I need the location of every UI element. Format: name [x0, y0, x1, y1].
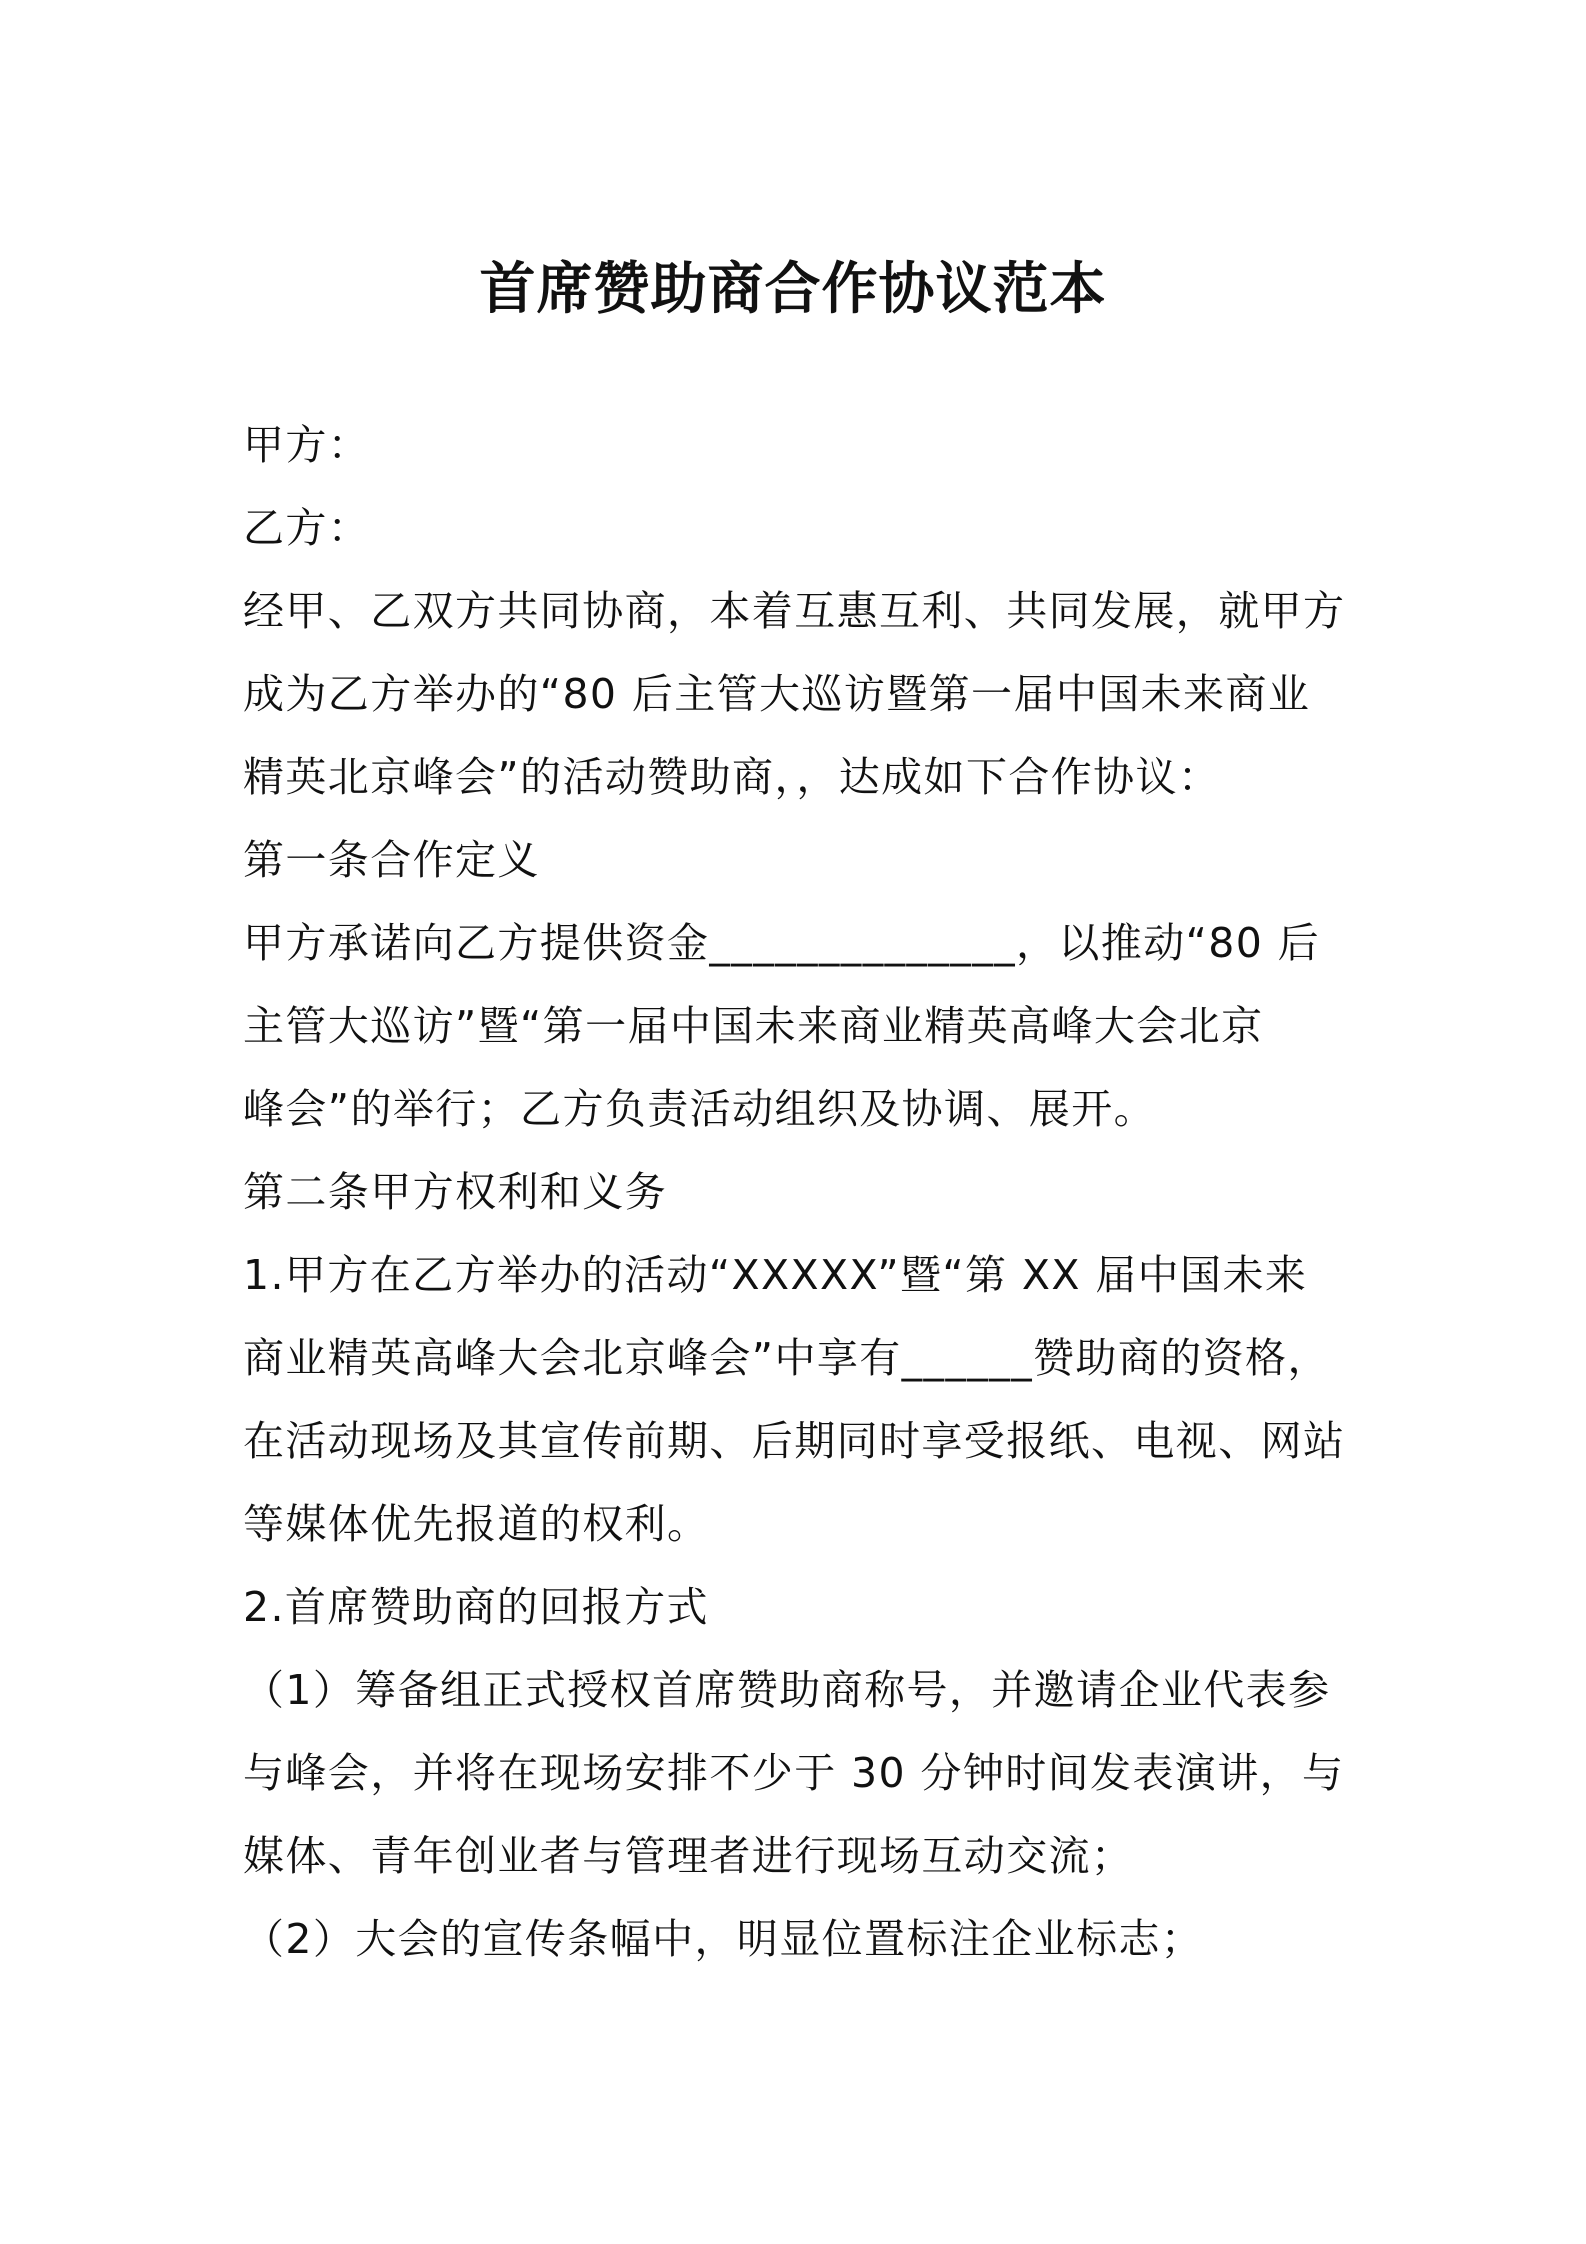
party-a-line: 甲方：	[243, 421, 371, 469]
article-2-line: 1.甲方在乙方举办的活动“XXXXX”暨“第 XX 届中国未来	[243, 1251, 1308, 1299]
article-1-line: 主管大巡访”暨“第一届中国未来商业精英高峰大会北京	[243, 1002, 1264, 1050]
reward-item-line: 媒体、青年创业者与管理者进行现场互动交流；	[243, 1832, 1134, 1880]
article-1-heading: 第一条合作定义	[243, 836, 540, 884]
reward-item-line: （2）大会的宣传条幅中，明显位置标注企业标志；	[243, 1915, 1204, 1963]
article-1-line: 甲方承诺向乙方提供资金______________，以推动“80 后	[243, 919, 1321, 967]
preamble-line: 成为乙方举办的“80 后主管大巡访暨第一届中国未来商业	[243, 670, 1311, 718]
article-2-line: 等媒体优先报道的权利。	[243, 1500, 710, 1548]
preamble-line: 精英北京峰会”的活动赞助商，，达成如下合作协议：	[243, 753, 1221, 801]
document-body	[243, 404, 1363, 1981]
party-b-line: 乙方：	[243, 504, 371, 552]
article-1-line: 峰会”的举行；乙方负责活动组织及协调、展开。	[243, 1085, 1157, 1133]
preamble-line: 经甲、乙双方共同协商，本着互惠互利、共同发展，就甲方	[243, 587, 1346, 635]
reward-heading: 2.首席赞助商的回报方式	[243, 1583, 709, 1631]
article-2-line: 在活动现场及其宣传前期、后期同时享受报纸、电视、网站	[243, 1417, 1346, 1465]
article-2-line: 商业精英高峰大会北京峰会”中享有______赞助商的资格，	[243, 1334, 1330, 1382]
article-2-heading: 第二条甲方权利和义务	[243, 1168, 667, 1216]
reward-item-line: 与峰会，并将在现场安排不少于 30 分钟时间发表演讲，与	[243, 1749, 1345, 1797]
reward-item-line: （1）筹备组正式授权首席赞助商称号，并邀请企业代表参	[243, 1666, 1331, 1714]
document-title: 首席赞助商合作协议范本	[479, 257, 1107, 322]
